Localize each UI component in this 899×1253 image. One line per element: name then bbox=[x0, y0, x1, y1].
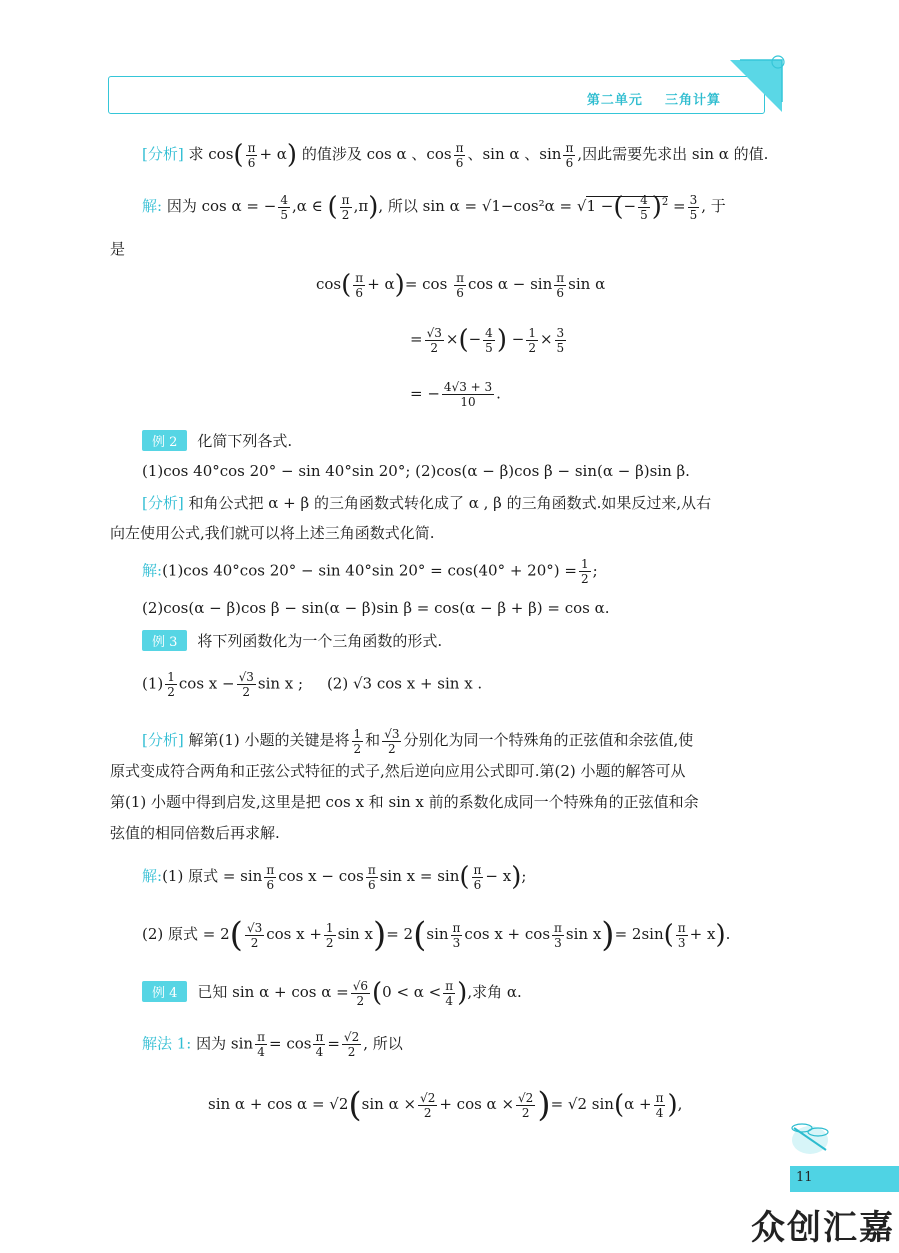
example-3-badge: 例 3 bbox=[142, 630, 187, 651]
analysis-2: [分析] 和角公式把 α + β 的三角函数式转化成了 α , β 的三角函数式.如果反过来,从右 向左使用公式,我们就可以将上述三角函数式化简. bbox=[110, 494, 712, 542]
solution-3-line-2: (2) 原式 = 2( $\frac{√3}{2}$ cos x + $\frac{1}{2}$ sin x)= 2(sin $\frac{\pi}{3}$ cos x + cos $\frac{\pi}{3}$ sin x)= 2sin( $\frac{\pi}{3}$ + x). bbox=[142, 915, 731, 955]
analysis-1: [分析] 求 cos( $\frac{\pi}{6}$ + α) 的值涉及 cos α 、cos $\frac{\pi}{6}$ 、sin α 、sin $\frac{\pi}{6}$ ,因此需要先求出 sin α 的值. bbox=[142, 140, 769, 170]
example-4-title: 例 4 已知 sin α + cos α = $\frac{√6}{2}$ (0 < α < $\frac{\pi}{4}$ ),求角 α. bbox=[142, 978, 522, 1008]
equation-4: sin α + cos α = √2(sin α × $\frac{√2}{2}$ + cos α × $\frac{√2}{2}$ )= √2 sin(α + $\frac{\pi}{4}$ ), bbox=[208, 1085, 683, 1125]
solution-1-wrap: 是 bbox=[110, 240, 126, 258]
example-3-title: 例 3 将下列函数化为一个三角函数的形式. bbox=[142, 630, 442, 651]
example-2-badge: 例 2 bbox=[142, 430, 187, 451]
equation-1-line-2: = $\frac{√3}{2}$ ×(− $\frac{4}{5}$ ) − $\frac{1}{2}$ × $\frac{3}{5}$ bbox=[410, 325, 565, 355]
watermark: 众创汇嘉 bbox=[751, 1208, 895, 1248]
header-topic: 三角计算 bbox=[664, 93, 721, 108]
analysis-3: [分析] 解第(1) 小题的关键是将 $\frac{1}{2}$ 和 $\frac{√3}{2}$ 分别化为同一个特殊角的正弦值和余弦值,使 原式变成符合两角和正弦公式特征的式子,然后逆向应用公式即可.第(2) 小题的解答可从 第(1) 小题中得到启发,这里是把 cos x 和 sin x 前的系数化成同一个特殊角的正弦值和余 弦值的相同倍数后再求解. bbox=[110, 726, 699, 842]
solution-2-line-2: (2)cos(α − β)cos β − sin(α − β)sin β = cos(α − β + β) = cos α. bbox=[142, 599, 610, 617]
example-3-items: (1) $\frac{1}{2}$ cos x − $\frac{√3}{2}$ sin x ; (2) √3 cos x + sin x . bbox=[142, 670, 483, 699]
equation-1-line-3: = − $\frac{4√3 + 3}{10}$ . bbox=[410, 380, 501, 409]
solution-4-line-1: 解法 1: 因为 sin $\frac{\pi}{4}$ = cos $\frac{\pi}{4}$ = $\frac{√2}{2}$ , 所以 bbox=[142, 1030, 403, 1059]
example-2-items: (1)cos 40°cos 20° − sin 40°sin 20°; (2)cos(α − β)cos β − sin(α − β)sin β. bbox=[142, 462, 690, 480]
dragonfly-icon bbox=[780, 1110, 840, 1160]
equation-1-line-1: cos( $\frac{\pi}{6}$ + α)= cos $\frac{\pi}{6}$ cos α − sin $\frac{\pi}{6}$ sin α bbox=[316, 270, 606, 300]
solution-2-line-1: 解:(1)cos 40°cos 20° − sin 40°sin 20° = cos(40° + 20°) = $\frac{1}{2}$ ; bbox=[142, 557, 598, 586]
solution-1: 解: 因为 cos α = − $\frac{4}{5}$ ,α ∈ ( $\frac{\pi}{2}$ ,π), 所以 sin α = √1−cos²α = √1 −(− $\frac{4}{5}$ )$^2$ = $\frac{3}{5}$ , 于 bbox=[142, 192, 726, 222]
header-corner-decoration bbox=[720, 50, 820, 120]
example-2-title: 例 2 化简下列各式. bbox=[142, 430, 292, 451]
solution-3-line-1: 解:(1) 原式 = sin $\frac{\pi}{6}$ cos x − cos $\frac{\pi}{6}$ sin x = sin( $\frac{\pi}{6}$ − x); bbox=[142, 862, 527, 892]
header-title bbox=[587, 89, 721, 108]
example-4-badge: 例 4 bbox=[142, 981, 187, 1002]
header-unit: 第二单元 bbox=[586, 93, 643, 108]
page-number: 11 bbox=[796, 1170, 813, 1185]
